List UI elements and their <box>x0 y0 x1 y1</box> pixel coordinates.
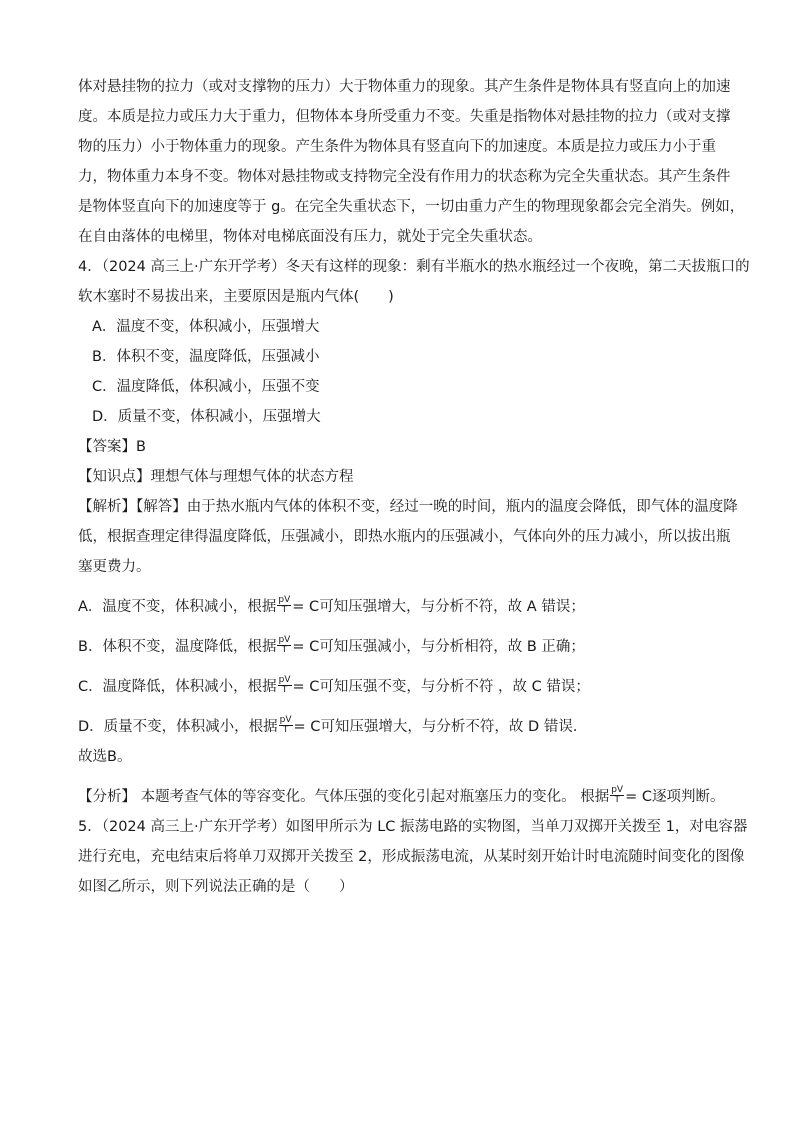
option-b: B．体积不变，温度降低，压强减小 <box>92 349 320 365</box>
explain-c: C．温度降低，体积减小，根据 $\frac{pV}{T}$ = C可知压强不变，与分析不符 ，故 C 错误； <box>78 674 590 695</box>
question-stem: 进行充电，充电结束后将单刀双掷开关拨至 2，形成振荡电流，从某时刻开始计时电流随时间变化的图像 <box>78 849 745 865</box>
question-stem: 软木塞时不易拔出来，主要原因是瓶内气体( ) <box>78 289 394 305</box>
text-line: 力，物体重力本身不变。物体对悬挂物或支持物完全没有作用力的状态称为完全失重状态。其产生条件 <box>78 169 731 185</box>
formula-fraction: $\frac{pV}{T}$ <box>278 634 291 655</box>
explain-a: A．温度不变，体积减小，根据 $\frac{pV}{T}$ = C可知压强增大，与分析不符，故 A 错误； <box>78 594 585 615</box>
formula-fraction: $\frac{pV}{T}$ <box>278 594 291 615</box>
text-line: 体对悬挂物的拉力（或对支撑物的压力）大于物体重力的现象。其产生条件是物体具有竖直向上的加速 <box>78 79 731 95</box>
text-line: 是物体竖直向下的加速度等于 g。在完全失重状态下，一切由重力产生的物理现象都会完全消失。例如， <box>78 199 745 215</box>
formula-fraction: $\frac{pV}{T}$ <box>611 784 624 805</box>
option-d: D．质量不变，体积减小，压强增大 <box>92 409 321 425</box>
final-choice: 故选B。 <box>78 749 132 765</box>
analysis-line: 【解析】【解答】由于热水瓶内气体的体积不变，经过一晚的时间，瓶内的温度会降低，即气体的温度降 <box>78 499 738 515</box>
explain-b: B．体积不变，温度降低，根据 $\frac{pV}{T}$ = C可知压强减小，与分析相符，故 B 正确； <box>78 634 585 655</box>
intro-paragraph <box>78 72 745 252</box>
formula-fraction: $\frac{pV}{T}$ <box>279 714 292 735</box>
analysis-line: 塞更费力。 <box>78 559 151 575</box>
question-5 <box>78 812 748 902</box>
text-line: 度。本质是拉力或压力大于重力，但物体本身所受重力不变。失重是指物体对悬挂物的拉力（或对支撑 <box>78 109 731 125</box>
text-line: 物的压力）小于物体重力的现象。产生条件为物体具有竖直向下的加速度。本质是拉力或压力小于重 <box>78 139 716 155</box>
text-line: 在自由落体的电梯里，物体对电梯底面没有压力，就处于完全失重状态。 <box>78 229 542 245</box>
question-stem: 如图乙所示，则下列说法正确的是（ ） <box>78 879 354 895</box>
document-page <box>78 72 750 902</box>
formula-fraction: $\frac{pV}{T}$ <box>278 674 291 695</box>
answer: 【答案】B <box>78 439 146 455</box>
explain-d: D．质量不变，体积减小，根据 $\frac{pV}{T}$ = C可知压强增大，与分析不符，故 D 错误． <box>78 714 588 735</box>
question-4 <box>78 252 750 812</box>
question-stem: 4．（2024 高三上·广东开学考）冬天有这样的现象：剩有半瓶水的热水瓶经过一个夜晚，第二天拔瓶口的 <box>78 259 750 275</box>
summary: 【分析】 本题考查气体的等容变化。气体压强的变化引起对瓶塞压力的变化。 根据 $\frac{pV}{T}$ = C逐项判断。 <box>78 784 725 805</box>
question-stem: 5．（2024 高三上·广东开学考）如图甲所示为 LC 振荡电路的实物图，当单刀双掷开关拨至 1，对电容器 <box>78 819 748 835</box>
option-a: A．温度不变，体积减小，压强增大 <box>92 319 320 335</box>
analysis-line: 低，根据查理定律得温度降低，压强减小，即热水瓶内的压强减小，气体向外的压力减小，所以拔出瓶 <box>78 529 731 545</box>
knowledge-point: 【知识点】理想气体与理想气体的状态方程 <box>78 469 354 485</box>
option-c: C．温度降低，体积减小，压强不变 <box>92 379 320 395</box>
